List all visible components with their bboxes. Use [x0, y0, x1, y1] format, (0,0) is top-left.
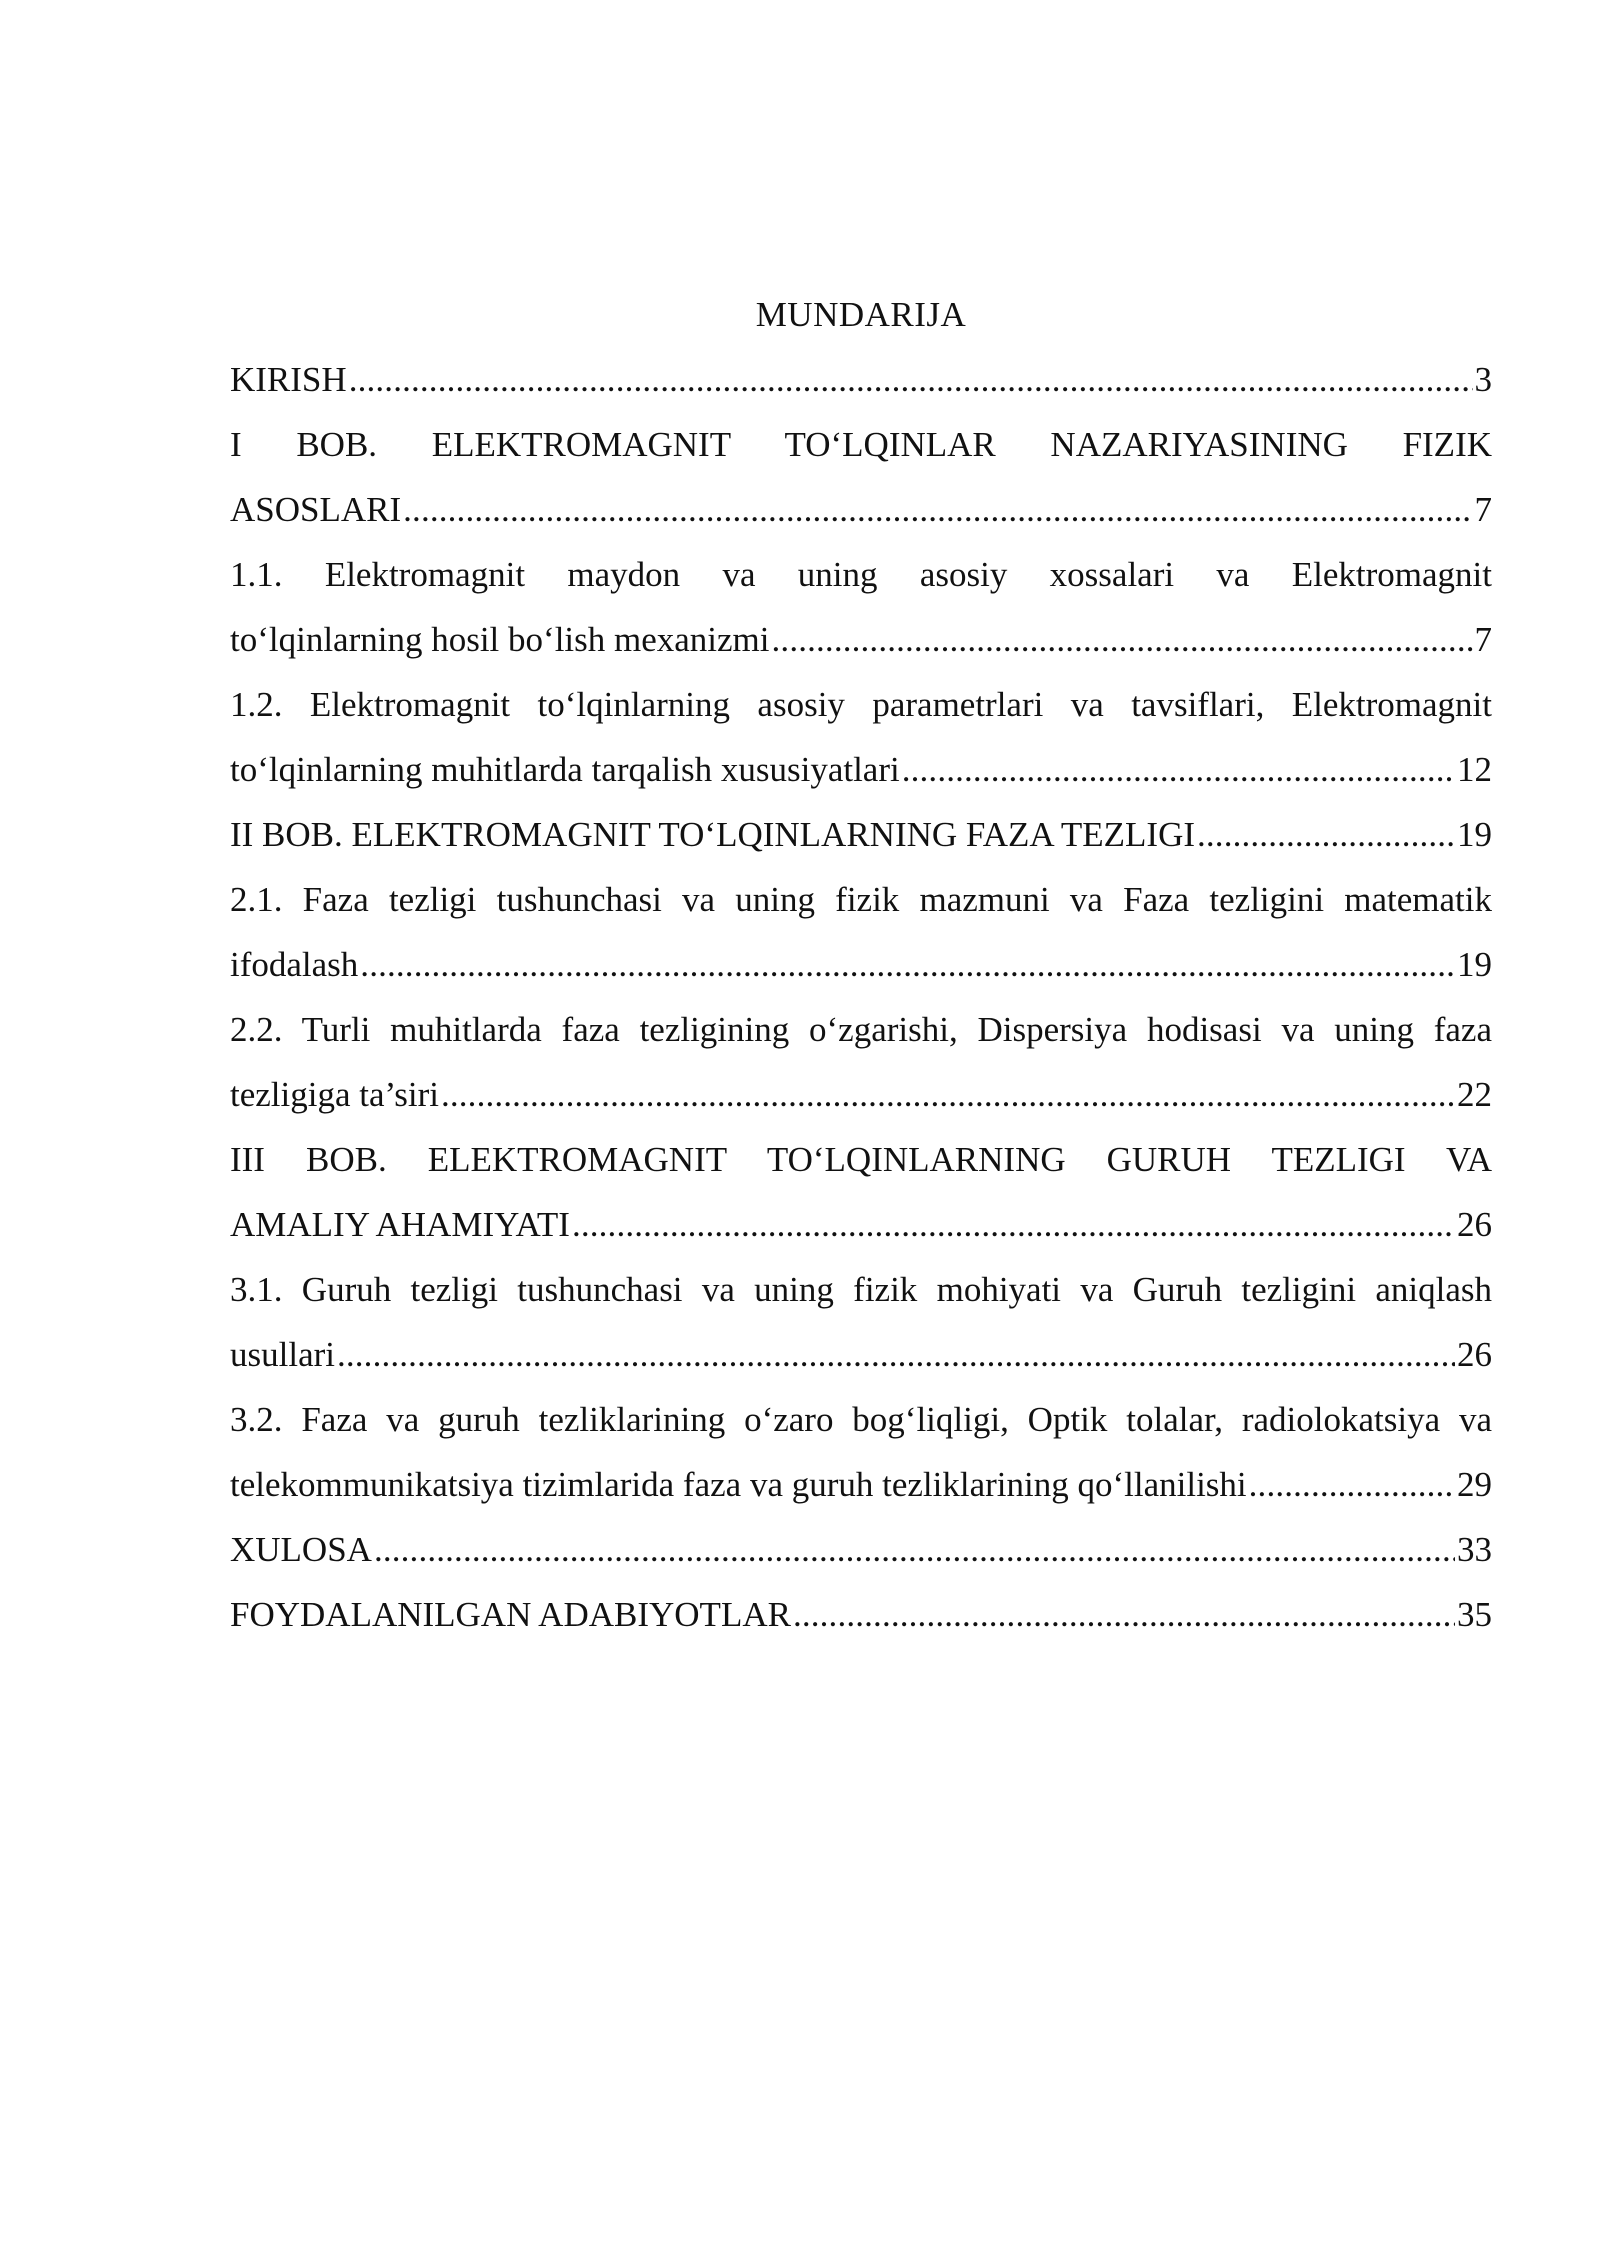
dot-leader	[793, 1582, 1455, 1647]
toc-page-number: 3	[1474, 360, 1492, 399]
toc-page-number: 19	[1457, 945, 1492, 984]
toc-page-number: 29	[1457, 1465, 1492, 1504]
toc-entry-label: to‘lqinlarning muhitlarda tarqalish xususiyatlari	[230, 750, 900, 789]
table-of-contents	[230, 282, 1492, 1647]
dot-leader	[349, 347, 1473, 412]
toc-entry-line	[230, 932, 1492, 997]
toc-page-number: 7	[1474, 490, 1492, 529]
dot-leader	[403, 477, 1472, 542]
toc-entry-section-2-2	[230, 997, 1492, 1127]
toc-page-number: 35	[1457, 1595, 1492, 1634]
toc-title: MUNDARIJA	[755, 295, 967, 334]
dot-leader	[374, 1517, 1455, 1582]
toc-entry-line	[230, 737, 1492, 802]
toc-entry-line	[230, 347, 1492, 412]
toc-entry-label: usullari	[230, 1335, 335, 1374]
toc-entry-line	[230, 607, 1492, 672]
dot-leader	[772, 607, 1473, 672]
toc-entry-chapter-1	[230, 412, 1492, 542]
dot-leader	[360, 932, 1455, 997]
toc-page-number: 12	[1457, 750, 1492, 789]
dot-leader	[337, 1322, 1455, 1387]
toc-entry-first-line: 3.2. Faza va guruh tezliklarining o‘zaro bog‘liqligi, Optik tolalar, radiolokatsiya va	[230, 1400, 1492, 1439]
toc-entry-label: ASOSLARI	[230, 490, 402, 529]
toc-entry-line	[230, 1582, 1492, 1647]
toc-page-number: 22	[1457, 1075, 1492, 1114]
toc-entry-line	[230, 1517, 1492, 1582]
toc-entry-first-line: III BOB. ELEKTROMAGNIT TO‘LQINLARNING GURUH TEZLIGI VA	[230, 1140, 1492, 1179]
toc-entry-chapter-2	[230, 802, 1492, 867]
toc-entry-section-1-2	[230, 672, 1492, 802]
toc-entry-label: ifodalash	[230, 945, 359, 984]
toc-entry-section-3-1	[230, 1257, 1492, 1387]
toc-entry-first-line: 2.2. Turli muhitlarda faza tezligining o‘zgarishi, Dispersiya hodisasi va uning faza	[230, 1010, 1492, 1049]
toc-entry-label: KIRISH	[230, 360, 347, 399]
dot-leader	[902, 737, 1455, 802]
toc-entry-first-line: 2.1. Faza tezligi tushunchasi va uning fizik mazmuni va Faza tezligini matematik	[230, 880, 1492, 919]
toc-entry-line	[230, 1192, 1492, 1257]
toc-entry-label: XULOSA	[230, 1530, 372, 1569]
dot-leader	[572, 1192, 1455, 1257]
toc-entry-xulosa	[230, 1517, 1492, 1582]
toc-entry-line	[230, 477, 1492, 542]
toc-page-number: 26	[1457, 1335, 1492, 1374]
toc-page-number: 33	[1457, 1530, 1492, 1569]
toc-entry-first-line: 3.1. Guruh tezligi tushunchasi va uning fizik mohiyati va Guruh tezligini aniqlash	[230, 1270, 1492, 1309]
toc-entry-line	[230, 1322, 1492, 1387]
dot-leader	[1249, 1452, 1455, 1517]
toc-entry-section-2-1	[230, 867, 1492, 997]
toc-entry-kirish	[230, 347, 1492, 412]
toc-entry-section-3-2	[230, 1387, 1492, 1517]
toc-entry-label: telekommunikatsiya tizimlarida faza va guruh tezliklarining qo‘llanilishi	[230, 1465, 1247, 1504]
toc-entry-line	[230, 802, 1492, 867]
toc-entry-label: tezligiga ta’siri	[230, 1075, 439, 1114]
toc-entry-label: to‘lqinlarning hosil bo‘lish mexanizmi	[230, 620, 770, 659]
toc-entry-first-line: 1.1. Elektromagnit maydon va uning asosiy xossalari va Elektromagnit	[230, 555, 1492, 594]
toc-entry-chapter-3	[230, 1127, 1492, 1257]
toc-page-number: 19	[1457, 815, 1492, 854]
toc-entry-line	[230, 1452, 1492, 1517]
toc-entry-section-1-1	[230, 542, 1492, 672]
toc-entry-line	[230, 1062, 1492, 1127]
dot-leader	[441, 1062, 1455, 1127]
dot-leader	[1197, 802, 1455, 867]
toc-entry-first-line: I BOB. ELEKTROMAGNIT TO‘LQINLAR NAZARIYASINING FIZIK	[230, 425, 1492, 464]
toc-entry-label: II BOB. ELEKTROMAGNIT TO‘LQINLARNING FAZA TEZLIGI	[230, 815, 1195, 854]
toc-entry-first-line: 1.2. Elektromagnit to‘lqinlarning asosiy parametrlari va tavsiflari, Elektromagnit	[230, 685, 1492, 724]
toc-entry-references	[230, 1582, 1492, 1647]
toc-page-number: 7	[1474, 620, 1492, 659]
toc-entry-label: AMALIY AHAMIYATI	[230, 1205, 570, 1244]
toc-page-number: 26	[1457, 1205, 1492, 1244]
toc-entry-label: FOYDALANILGAN ADABIYOTLAR	[230, 1595, 791, 1634]
